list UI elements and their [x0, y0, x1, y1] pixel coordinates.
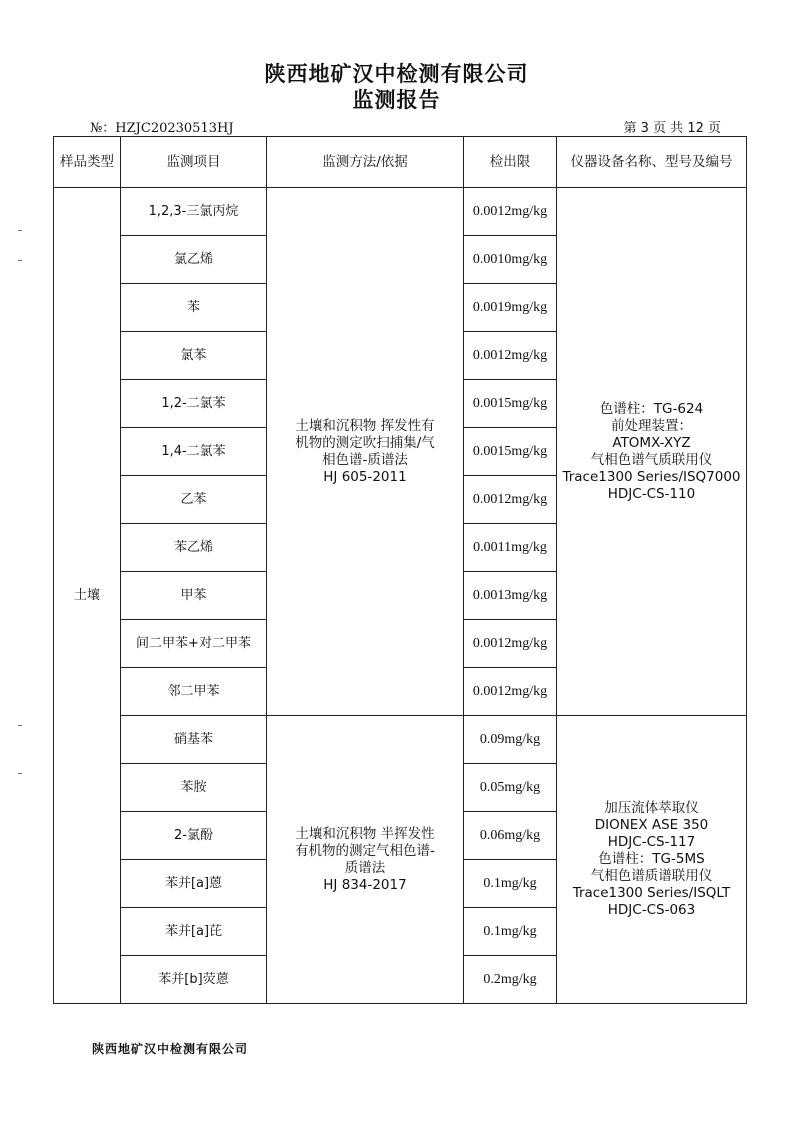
- company-title: 陕西地矿汉中检测有限公司: [264, 62, 529, 86]
- item-cell: 苯并[a]蒽: [121, 860, 267, 908]
- instrument-cell: 色谱柱：TG-624 前处理装置： ATOMX-XYZ 气相色谱气质联用仪 Trace1300 Series/ISQ7000 HDJC-CS-110: [557, 188, 747, 716]
- limit-cell: 0.0012mg/kg: [464, 332, 557, 380]
- limit-cell: 0.0012mg/kg: [464, 188, 557, 236]
- limit-cell: 0.0013mg/kg: [464, 572, 557, 620]
- detection-table: [53, 136, 747, 1004]
- table-header-row: [54, 137, 747, 188]
- item-cell: 苯乙烯: [121, 524, 267, 572]
- item-cell: 氯苯: [121, 332, 267, 380]
- item-cell: 苯并[b]荧蒽: [121, 956, 267, 1004]
- item-cell: 邻二甲苯: [121, 668, 267, 716]
- limit-cell: 0.09mg/kg: [464, 716, 557, 764]
- report-title: 监测报告: [352, 88, 441, 112]
- item-cell: 1,4-二氯苯: [121, 428, 267, 476]
- item-cell: 1,2-二氯苯: [121, 380, 267, 428]
- item-cell: 硝基苯: [121, 716, 267, 764]
- item-cell: 1,2,3-三氯丙烷: [121, 188, 267, 236]
- item-cell: 氯乙烯: [121, 236, 267, 284]
- sample-type-cell: 土壤: [54, 188, 121, 1004]
- item-cell: 甲苯: [121, 572, 267, 620]
- limit-cell: 0.1mg/kg: [464, 908, 557, 956]
- scan-mark: [18, 260, 22, 261]
- footer-company: 陕西地矿汉中检测有限公司: [92, 1042, 249, 1056]
- page-info: 第 3 页 共 12 页: [623, 121, 721, 136]
- col-header-limit: 检出限: [464, 137, 557, 188]
- report-number: №：HZJC20230513HJ: [90, 121, 234, 136]
- limit-cell: 0.0012mg/kg: [464, 620, 557, 668]
- limit-cell: 0.1mg/kg: [464, 860, 557, 908]
- method-cell: 土壤和沉积物 半挥发性 有机物的测定气相色谱- 质谱法 HJ 834-2017: [267, 716, 464, 1004]
- col-header-sample-type: 样品类型: [54, 137, 121, 188]
- item-cell: 苯: [121, 284, 267, 332]
- item-cell: 苯胺: [121, 764, 267, 812]
- limit-cell: 0.0012mg/kg: [464, 668, 557, 716]
- item-cell: 2-氯酚: [121, 812, 267, 860]
- scan-mark: [18, 230, 22, 231]
- limit-cell: 0.06mg/kg: [464, 812, 557, 860]
- scan-mark: [18, 725, 22, 726]
- table-row: [54, 188, 747, 236]
- limit-cell: 0.0012mg/kg: [464, 476, 557, 524]
- limit-cell: 0.0011mg/kg: [464, 524, 557, 572]
- table-row: [54, 716, 747, 764]
- limit-cell: 0.2mg/kg: [464, 956, 557, 1004]
- col-header-method: 监测方法/依据: [267, 137, 464, 188]
- limit-cell: 0.0019mg/kg: [464, 284, 557, 332]
- instrument-cell: 加压流体萃取仪 DIONEX ASE 350 HDJC-CS-117 色谱柱：TG-5MS 气相色谱质谱联用仪 Trace1300 Series/ISQLT HDJC-CS-063: [557, 716, 747, 1004]
- item-cell: 间二甲苯+对二甲苯: [121, 620, 267, 668]
- col-header-item: 监测项目: [121, 137, 267, 188]
- limit-cell: 0.05mg/kg: [464, 764, 557, 812]
- col-header-instrument: 仪器设备名称、型号及编号: [557, 137, 747, 188]
- scan-mark: [18, 773, 22, 774]
- method-cell: 土壤和沉积物 挥发性有 机物的测定吹扫捕集/气 相色谱-质谱法 HJ 605-2011: [267, 188, 464, 716]
- limit-cell: 0.0010mg/kg: [464, 236, 557, 284]
- limit-cell: 0.0015mg/kg: [464, 380, 557, 428]
- item-cell: 苯并[a]芘: [121, 908, 267, 956]
- item-cell: 乙苯: [121, 476, 267, 524]
- limit-cell: 0.0015mg/kg: [464, 428, 557, 476]
